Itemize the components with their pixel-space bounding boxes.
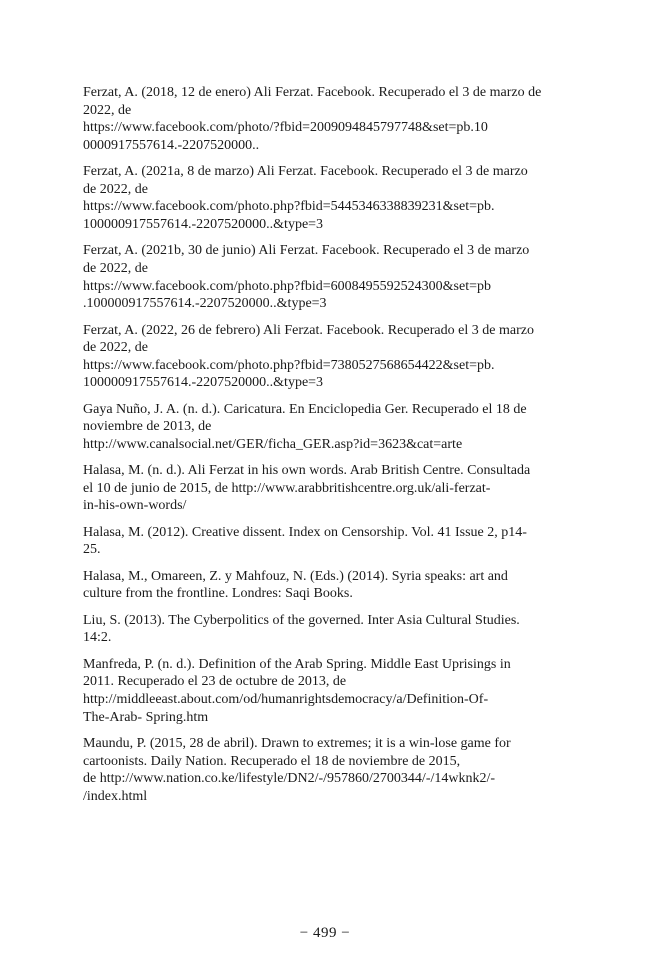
reference-line: https://www.facebook.com/photo.php?fbid=7380527568654422&set=pb. <box>83 357 495 373</box>
reference-entry <box>83 735 573 805</box>
reference-line: 14:2. <box>83 630 112 646</box>
reference-line: Manfreda, P. (n. d.). Definition of the Arab Spring. Middle East Uprisings in <box>83 656 511 672</box>
reference-line: https://www.facebook.com/photo.php?fbid=6008495592524300&set=pb <box>83 278 492 294</box>
reference-line: de 2022, de <box>83 260 148 276</box>
reference-line: http://middleeast.about.com/od/humanrightsdemocracy/a/Definition-Of- <box>83 691 489 707</box>
reference-list <box>83 84 573 814</box>
reference-line: de 2022, de <box>83 340 148 356</box>
reference-line: 2022, de <box>83 102 132 118</box>
reference-entry <box>83 84 573 154</box>
reference-line: Halasa, M., Omareen, Z. y Mahfouz, N. (Eds.) (2014). Syria speaks: art and <box>83 568 508 584</box>
reference-entry <box>83 163 573 233</box>
reference-line: 25. <box>83 542 101 558</box>
reference-entry <box>83 524 573 559</box>
reference-entry <box>83 322 573 392</box>
reference-line: The-Arab- Spring.htm <box>83 709 209 725</box>
reference-line: .100000917557614.-2207520000..&type=3 <box>83 296 327 312</box>
reference-line: noviembre de 2013, de <box>83 419 212 435</box>
reference-line: Ferzat, A. (2022, 26 de febrero) Ali Ferzat. Facebook. Recuperado el 3 de marzo <box>83 322 534 338</box>
reference-entry <box>83 462 573 515</box>
reference-entry <box>83 612 573 647</box>
reference-line: http://www.canalsocial.net/GER/ficha_GER.asp?id=3623&cat=arte <box>83 436 463 452</box>
reference-line: Ferzat, A. (2021b, 30 de junio) Ali Ferzat. Facebook. Recuperado el 3 de marzo <box>83 243 530 259</box>
reference-line: Halasa, M. (2012). Creative dissent. Index on Censorship. Vol. 41 Issue 2, p14- <box>83 524 527 540</box>
reference-line: 100000917557614.-2207520000..&type=3 <box>83 375 324 391</box>
reference-line: el 10 de junio de 2015, de http://www.arabbritishcentre.org.uk/ali-ferzat- <box>83 480 491 496</box>
reference-line: https://www.facebook.com/photo/?fbid=2009094845797748&set=pb.10 <box>83 120 488 136</box>
reference-entry <box>83 656 573 726</box>
reference-line: de 2022, de <box>83 181 148 197</box>
reference-line: Ferzat, A. (2018, 12 de enero) Ali Ferzat. Facebook. Recuperado el 3 de marzo de <box>83 85 542 100</box>
reference-line: in-his-own-words/ <box>83 498 187 514</box>
reference-line: cartoonists. Daily Nation. Recuperado el 18 de noviembre de 2015, <box>83 753 461 769</box>
reference-line: de http://www.nation.co.ke/lifestyle/DN2/-/957860/2700344/-/14wknk2/- <box>83 771 496 787</box>
reference-line: culture from the frontline. Londres: Saqi Books. <box>83 586 353 602</box>
reference-line: 2011. Recuperado el 23 de octubre de 2013, de <box>83 674 347 690</box>
reference-line: https://www.facebook.com/photo.php?fbid=5445346338839231&set=pb. <box>83 199 495 215</box>
reference-line: 0000917557614.-2207520000.. <box>83 137 260 153</box>
reference-line: Liu, S. (2013). The Cyberpolitics of the governed. Inter Asia Cultural Studies. <box>83 612 520 628</box>
reference-line: Ferzat, A. (2021a, 8 de marzo) Ali Ferzat. Facebook. Recuperado el 3 de marzo <box>83 164 528 180</box>
page-number: − 499 − <box>299 925 351 941</box>
reference-line: Gaya Nuño, J. A. (n. d.). Caricatura. En Enciclopedia Ger. Recuperado el 18 de <box>83 401 527 417</box>
reference-entry <box>83 401 573 454</box>
reference-line: Maundu, P. (2015, 28 de abril). Drawn to extremes; it is a win-lose game for <box>83 735 511 751</box>
reference-entry <box>83 568 573 603</box>
reference-line: 100000917557614.-2207520000..&type=3 <box>83 216 324 232</box>
reference-line: Halasa, M. (n. d.). Ali Ferzat in his own words. Arab British Centre. Consultada <box>83 463 531 479</box>
reference-line: /index.html <box>83 788 148 804</box>
reference-entry <box>83 242 573 312</box>
